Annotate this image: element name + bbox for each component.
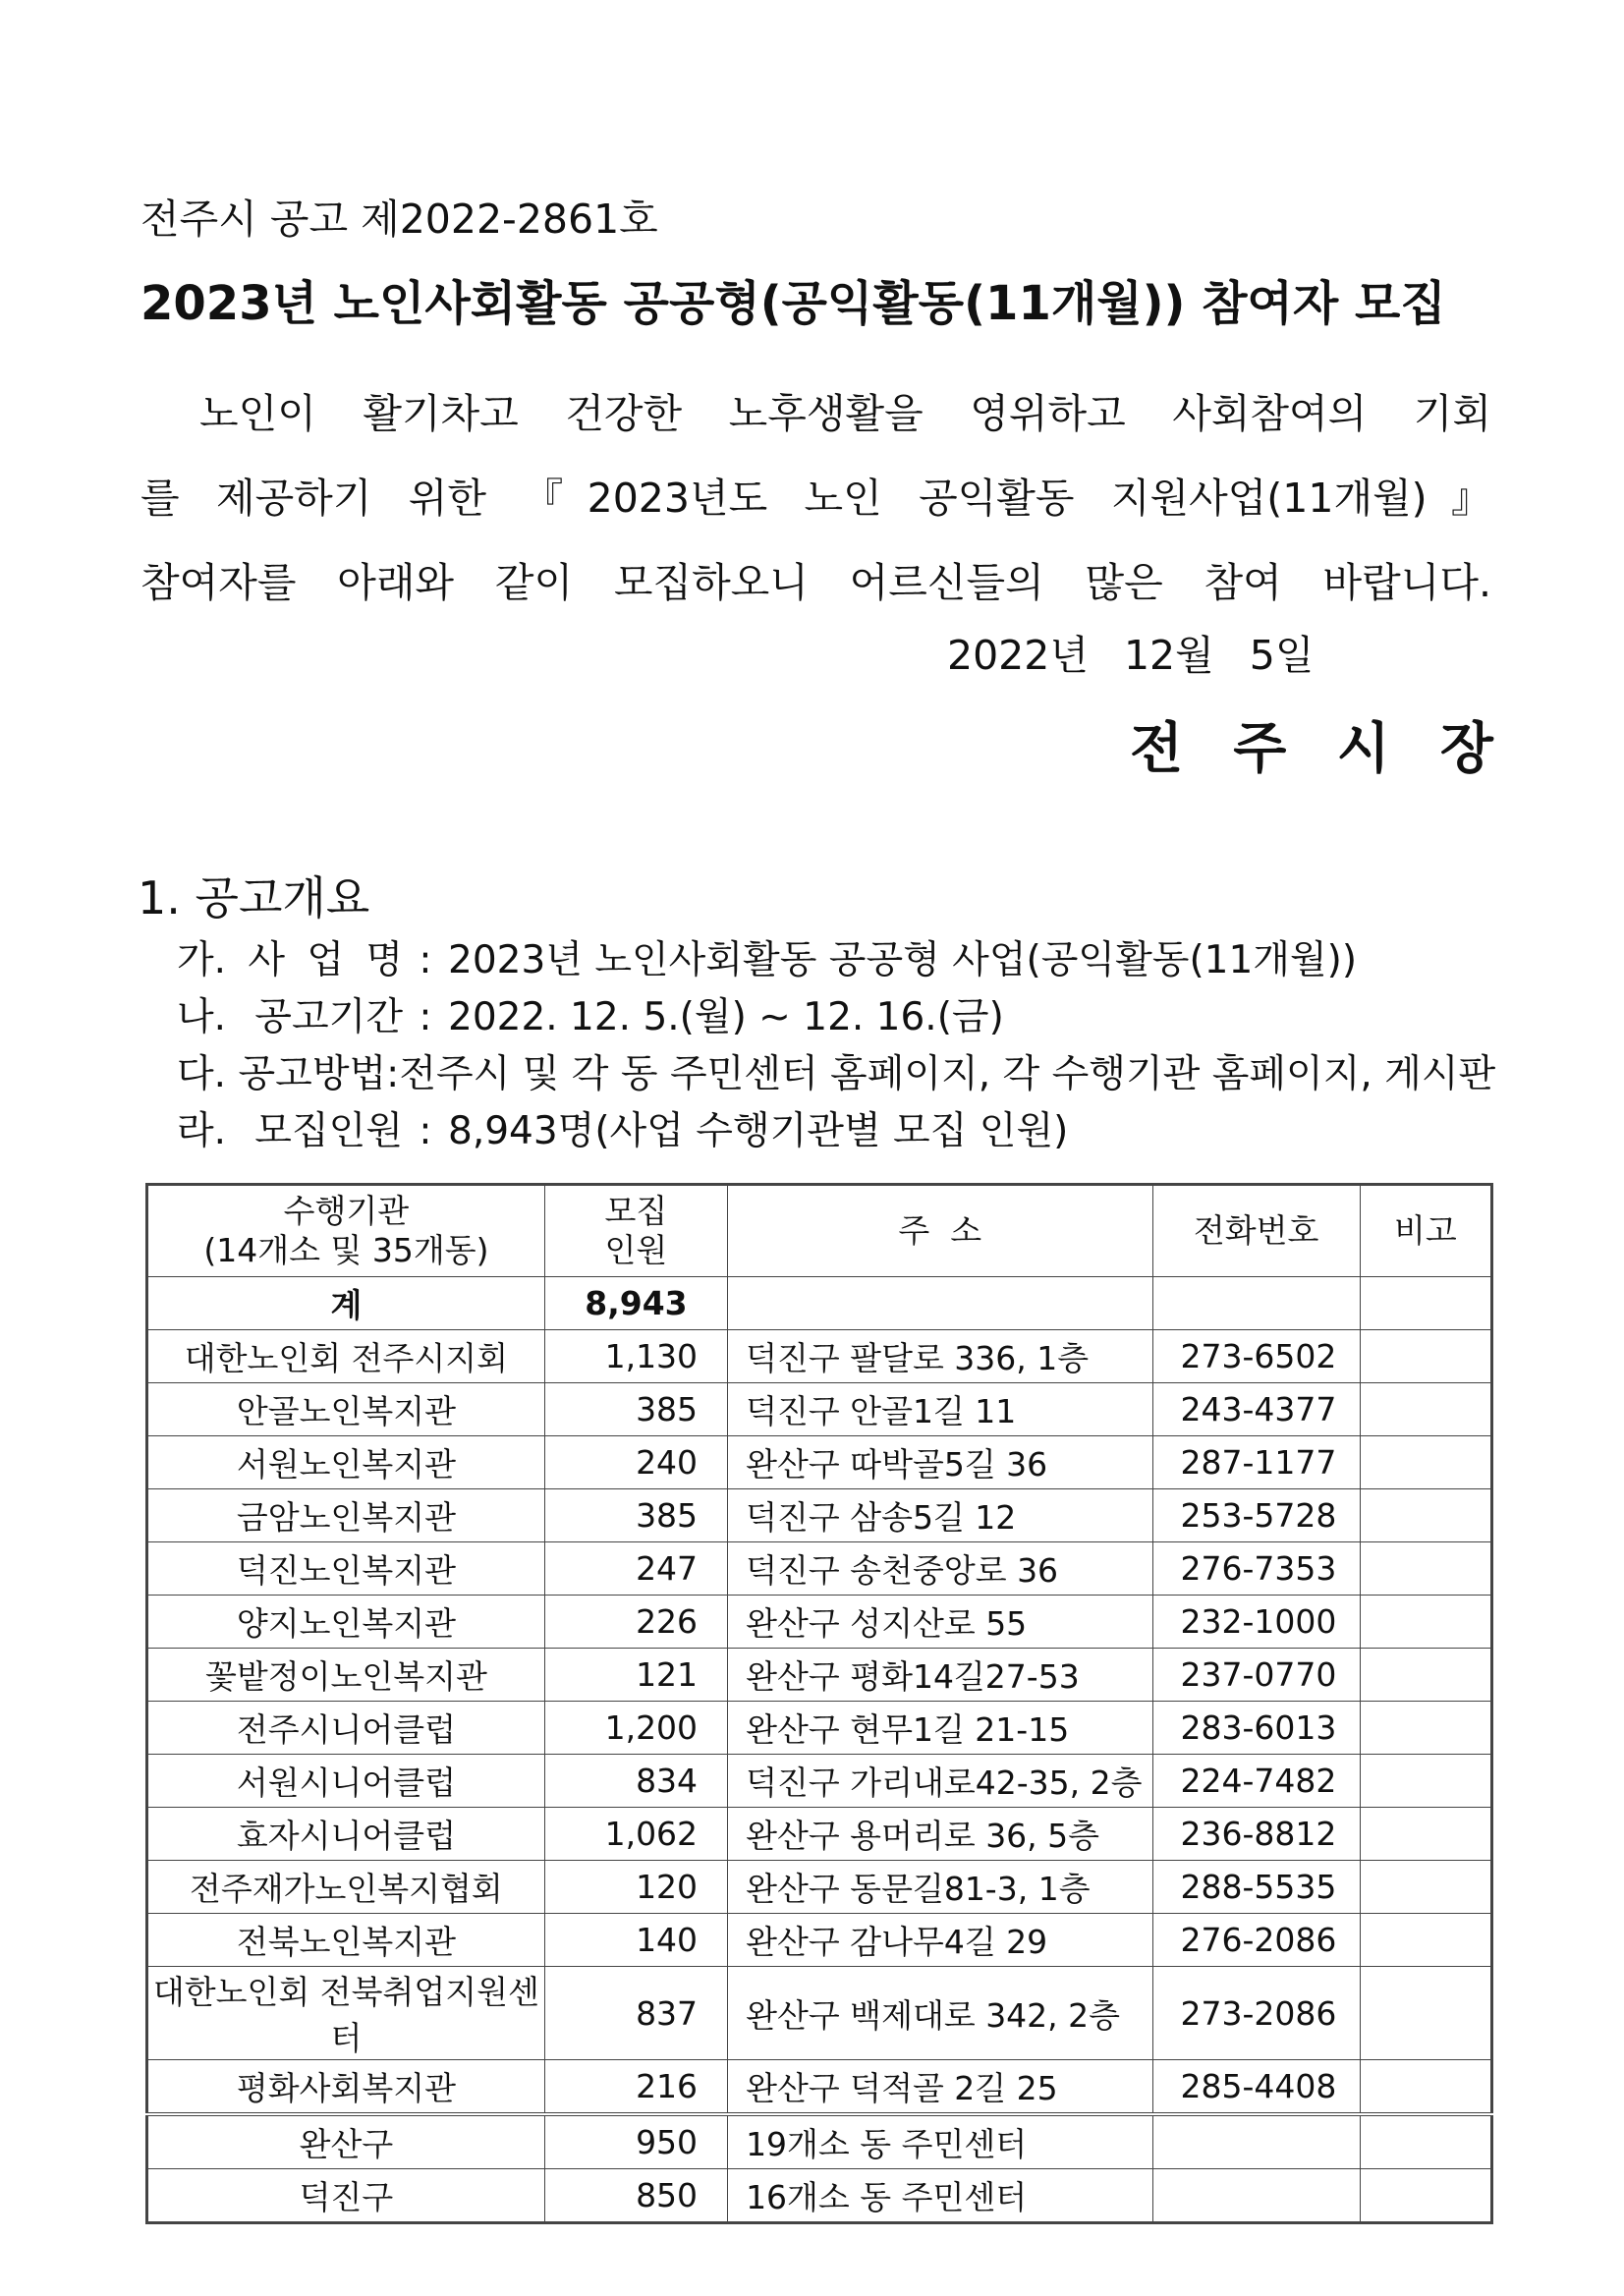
cell-phone: 224-7482 [1152, 1755, 1360, 1808]
table-row [147, 1702, 1492, 1755]
cell-count: 1,200 [544, 1702, 727, 1755]
cell-note [1360, 2114, 1491, 2169]
cell-note [1360, 1330, 1491, 1383]
cell-phone: 273-6502 [1152, 1330, 1360, 1383]
cell-phone: 237-0770 [1152, 1649, 1360, 1702]
cell-phone: 273-2086 [1152, 1967, 1360, 2060]
table-row [147, 1755, 1492, 1808]
cell-organization: 전주재가노인복지협회 [147, 1861, 545, 1914]
table-row [147, 2114, 1492, 2169]
cell-organization: 꽃밭정이노인복지관 [147, 1649, 545, 1702]
item-colon: : [419, 1109, 432, 1153]
item-value: 8,943명(사업 수행기관별 모집 인원) [448, 1109, 1069, 1153]
cell-count: 834 [544, 1755, 727, 1808]
cell-organization: 전북노인복지관 [147, 1914, 545, 1967]
table-row [147, 1914, 1492, 1967]
date-year: 2022년 [947, 632, 1089, 679]
header-org-line2: (14개소 및 35개동) [203, 1231, 489, 1269]
item-value: 2022. 12. 5.(월) ~ 12. 16.(금) [448, 995, 1004, 1039]
date-day: 5일 [1249, 632, 1315, 679]
cell-organization: 금암노인복지관 [147, 1489, 545, 1542]
table-row [147, 1861, 1492, 1914]
table-row [147, 1542, 1492, 1596]
cell-phone: 236-8812 [1152, 1808, 1360, 1861]
cell-note [1360, 1596, 1491, 1649]
table-row [147, 1383, 1492, 1436]
total-label: 계 [147, 1277, 545, 1330]
cell-note [1360, 1755, 1491, 1808]
cell-address: 완산구 덕적골 2길 25 [728, 2060, 1152, 2115]
overview-item [177, 988, 1493, 1047]
cell-count: 247 [544, 1542, 727, 1596]
item-value: 전주시 및 각 동 주민센터 홈페이지, 각 수행기관 홈페이지, 게시판 [399, 1052, 1496, 1096]
cell-address: 완산구 따박골5길 36 [728, 1436, 1152, 1489]
cell-count: 120 [544, 1861, 727, 1914]
cell-note [1360, 1702, 1491, 1755]
cell-organization: 양지노인복지관 [147, 1596, 545, 1649]
cell-phone: 283-6013 [1152, 1702, 1360, 1755]
cell-organization: 서원시니어클럽 [147, 1755, 545, 1808]
cell-organization: 안골노인복지관 [147, 1383, 545, 1436]
intro-line: 노인이 활기차고 건강한 노후생활을 영위하고 사회참여의 기회 [199, 390, 1491, 437]
issuer-signature: 전 주 시 장 [1130, 717, 1493, 781]
cell-phone: 243-4377 [1152, 1383, 1360, 1436]
cell-address: 덕진구 삼송5길 12 [728, 1489, 1152, 1542]
table-row [147, 2169, 1492, 2223]
table-row [147, 1489, 1492, 1542]
item-key: 라. 모집인원 [177, 1109, 403, 1153]
cell-phone: 288-5535 [1152, 1861, 1360, 1914]
header-count-line2: 인원 [604, 1231, 668, 1269]
table-row [147, 1330, 1492, 1383]
cell-phone: 285-4408 [1152, 2060, 1360, 2115]
intro-line: 를 제공하기 위한 『2023년도 노인 공익활동 지원사업(11개월)』 [140, 475, 1491, 522]
header-phone: 전화번호 [1152, 1185, 1360, 1277]
header-org-line1: 수행기관 [283, 1192, 410, 1230]
item-value: 2023년 노인사회활동 공공형 사업(공익활동(11개월)) [448, 938, 1358, 982]
cell-phone: 287-1177 [1152, 1436, 1360, 1489]
cell-note [1360, 2169, 1491, 2223]
notice-number: 전주시 공고 제2022-2861호 [140, 196, 658, 243]
cell-organization: 효자시니어클럽 [147, 1808, 545, 1861]
total-address [728, 1277, 1152, 1330]
cell-address: 완산구 백제대로 342, 2층 [728, 1967, 1152, 2060]
cell-count: 226 [544, 1596, 727, 1649]
cell-organization: 덕진구 [147, 2169, 545, 2223]
cell-count: 1,130 [544, 1330, 727, 1383]
cell-address: 완산구 동문길81-3, 1층 [728, 1861, 1152, 1914]
cell-count: 121 [544, 1649, 727, 1702]
total-note [1360, 1277, 1491, 1330]
cell-address: 덕진구 안골1길 11 [728, 1383, 1152, 1436]
cell-organization: 평화사회복지관 [147, 2060, 545, 2115]
document-title: 2023년 노인사회활동 공공형(공익활동(11개월)) 참여자 모집 [140, 276, 1446, 331]
cell-note [1360, 2060, 1491, 2115]
cell-note [1360, 1808, 1491, 1861]
cell-phone: 253-5728 [1152, 1489, 1360, 1542]
total-row [147, 1277, 1492, 1330]
cell-address: 완산구 감나무4길 29 [728, 1914, 1152, 1967]
institution-table-wrapper [145, 1183, 1493, 2224]
cell-count: 216 [544, 2060, 727, 2115]
cell-count: 950 [544, 2114, 727, 2169]
total-count: 8,943 [544, 1277, 727, 1330]
intro-paragraph [140, 371, 1491, 625]
overview-item [177, 931, 1493, 990]
item-key: 가. 사 업 명 [177, 938, 403, 982]
table-row [147, 1808, 1492, 1861]
cell-phone: 276-7353 [1152, 1542, 1360, 1596]
cell-note [1360, 1542, 1491, 1596]
total-phone [1152, 1277, 1360, 1330]
cell-address: 덕진구 팔달로 336, 1층 [728, 1330, 1152, 1383]
cell-address: 완산구 현무1길 21-15 [728, 1702, 1152, 1755]
cell-count: 850 [544, 2169, 727, 2223]
cell-address: 덕진구 가리내로42-35, 2층 [728, 1755, 1152, 1808]
cell-note [1360, 1967, 1491, 2060]
item-colon: : [419, 995, 432, 1039]
table-row [147, 1649, 1492, 1702]
header-count [544, 1185, 727, 1277]
cell-note [1360, 1436, 1491, 1489]
table-row [147, 1436, 1492, 1489]
header-org [147, 1185, 545, 1277]
intro-line: 참여자를 아래와 같이 모집하오니 어르신들의 많은 참여 바랍니다. [140, 559, 1491, 606]
cell-organization: 덕진노인복지관 [147, 1542, 545, 1596]
item-key: 다. 공고방법 [177, 1052, 387, 1096]
cell-phone: 276-2086 [1152, 1914, 1360, 1967]
cell-address: 완산구 평화14길27-53 [728, 1649, 1152, 1702]
cell-address: 완산구 용머리로 36, 5층 [728, 1808, 1152, 1861]
cell-note [1360, 1914, 1491, 1967]
item-colon: : [386, 1052, 400, 1096]
cell-count: 385 [544, 1489, 727, 1542]
cell-organization: 완산구 [147, 2114, 545, 2169]
cell-note [1360, 1861, 1491, 1914]
cell-address: 덕진구 송천중앙로 36 [728, 1542, 1152, 1596]
table-row [147, 2060, 1492, 2115]
cell-organization: 서원노인복지관 [147, 1436, 545, 1489]
cell-address: 완산구 성지산로 55 [728, 1596, 1152, 1649]
cell-count: 837 [544, 1967, 727, 2060]
item-key: 나. 공고기간 [177, 995, 403, 1039]
cell-organization: 대한노인회 전북취업지원센터 [147, 1967, 545, 2060]
institution-table [145, 1183, 1493, 2224]
overview-item [177, 1102, 1493, 1161]
cell-organization: 전주시니어클럽 [147, 1702, 545, 1755]
table-header-row [147, 1185, 1492, 1277]
cell-phone [1152, 2169, 1360, 2223]
cell-address: 16개소 동 주민센터 [728, 2169, 1152, 2223]
cell-note [1360, 1383, 1491, 1436]
header-note: 비고 [1360, 1185, 1491, 1277]
cell-phone [1152, 2114, 1360, 2169]
cell-note [1360, 1649, 1491, 1702]
header-address: 주 소 [728, 1185, 1152, 1277]
cell-count: 385 [544, 1383, 727, 1436]
item-colon: : [419, 938, 432, 982]
cell-note [1360, 1489, 1491, 1542]
notice-date [947, 623, 1349, 681]
table-row [147, 1596, 1492, 1649]
date-month: 12월 [1123, 632, 1214, 679]
cell-count: 1,062 [544, 1808, 727, 1861]
overview-item [177, 1045, 1496, 1104]
header-count-line1: 모집 [604, 1192, 668, 1230]
cell-address: 19개소 동 주민센터 [728, 2114, 1152, 2169]
cell-organization: 대한노인회 전주시지회 [147, 1330, 545, 1383]
table-row [147, 1967, 1492, 2060]
cell-count: 140 [544, 1914, 727, 1967]
section-heading: 1. 공고개요 [138, 871, 370, 924]
cell-phone: 232-1000 [1152, 1596, 1360, 1649]
cell-count: 240 [544, 1436, 727, 1489]
